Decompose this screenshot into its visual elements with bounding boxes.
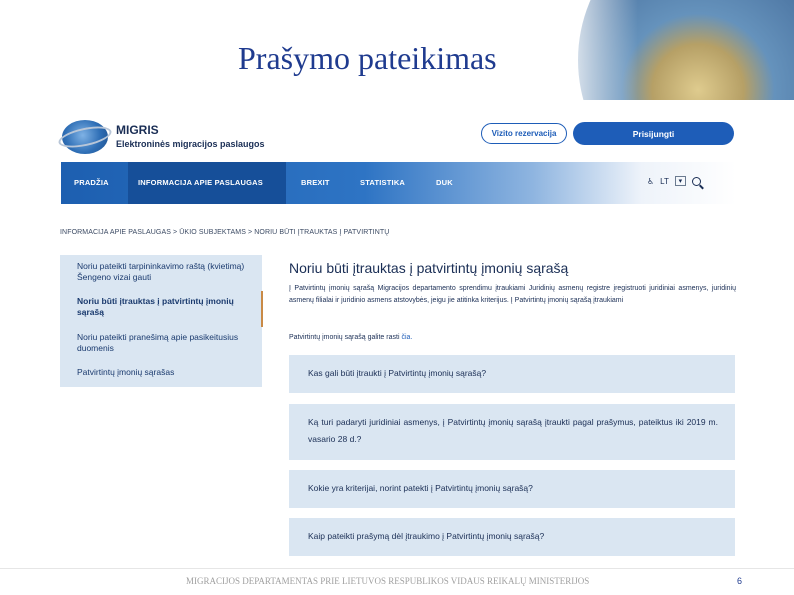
footer-divider	[0, 568, 794, 569]
page-number: 6	[737, 576, 743, 586]
nav-item-home[interactable]: PRADŽIA	[74, 178, 109, 187]
faq-question: Kas gali būti įtraukti į Patvirtintų įmonių sąrašą?	[308, 368, 487, 378]
faq-item[interactable]	[289, 404, 735, 460]
nav-item-brexit[interactable]: BREXIT	[301, 178, 330, 187]
language-selector[interactable]: LT	[660, 176, 669, 186]
sidebar-active-indicator	[261, 291, 263, 327]
site-header	[58, 108, 740, 160]
chevron-down-icon[interactable]: ▾	[675, 176, 686, 186]
main-navigation	[61, 162, 736, 204]
search-icon[interactable]	[692, 177, 701, 186]
brand-name: MIGRIS	[116, 123, 159, 137]
nav-item-statistics[interactable]: STATISTIKA	[360, 178, 406, 187]
sidebar	[60, 255, 262, 387]
faq-question: Kaip pateikti prašymą dėl įtraukimo į Patvirtintų įmonių sąrašą?	[308, 531, 545, 541]
globe-fade	[548, 0, 638, 100]
brand-subtitle: Elektroninės migracijos paslaugos	[116, 139, 265, 149]
nav-tools	[647, 176, 701, 186]
sidebar-item-data-change-notice[interactable]: Noriu pateikti pranešimą apie pasikeitusius duomenis	[77, 332, 239, 353]
faq-item[interactable]	[289, 470, 735, 508]
faq-item[interactable]	[289, 355, 735, 393]
breadcrumb[interactable]: INFORMACIJA APIE PASLAUGAS > ŪKIO SUBJEKTAMS > NORIU BŪTI ĮTRAUKTAS Į PATVIRTINTŲ	[60, 229, 390, 236]
globe-decoration	[548, 0, 794, 100]
footer-text: MIGRACIJOS DEPARTAMENTAS PRIE LIETUVOS RESPUBLIKOS VIDAUS REIKALŲ MINISTERIJOS	[186, 576, 590, 586]
intro-text: Į Patvirtintų įmonių sąrašą Migracijos departamento sprendimu įtraukiami Juridinių asmenų registre įregistruoti juridiniai asmenys, juridinių asmenų filialai ir juridinio asmens atstovybės, jeigu jie atitinka kriterijus. Į Patvirtintų įmonių sąrašą įtraukiami	[289, 285, 736, 304]
sidebar-item-approved-companies-list[interactable]: Patvirtintų įmonių sąrašas	[77, 367, 175, 377]
faq-item[interactable]	[289, 518, 735, 556]
sidebar-item-schengen-invitation[interactable]: Noriu pateikti tarpininkavimo raštą (kvietimą) Šengeno vizai gauti	[77, 261, 245, 282]
list-link[interactable]: čia.	[401, 334, 413, 341]
faq-question: Kokie yra kriterijai, norint patekti į Patvirtintų įmonių sąrašą?	[308, 483, 533, 493]
page-title: Noriu būti įtrauktas į patvirtintų įmonių sąrašą	[289, 260, 569, 276]
faq-question: Ką turi padaryti juridiniai asmenys, į Patvirtintų įmonių sąrašą įtraukti pagal prašymus, pateiktus iki 2019 m. vasario 28 d.?	[308, 417, 718, 444]
nav-item-services-info[interactable]: INFORMACIJA APIE PASLAUGAS	[138, 178, 263, 187]
list-link-prefix: Patvirtintų įmonių sąrašą galite rasti	[289, 334, 400, 341]
list-link-line	[289, 334, 412, 341]
website-screenshot	[58, 108, 740, 560]
visit-reservation-button[interactable]: Vizito rezervacija	[481, 123, 567, 144]
sidebar-item-approved-list-inclusion[interactable]: Noriu būti įtrauktas į patvirtintų įmonių sąrašą	[77, 296, 234, 317]
nav-item-faq[interactable]: DUK	[436, 178, 453, 187]
slide-title: Prašymo pateikimas	[238, 40, 497, 76]
login-button[interactable]: Prisijungti	[573, 122, 734, 145]
accessibility-icon[interactable]: ♿	[647, 176, 655, 186]
